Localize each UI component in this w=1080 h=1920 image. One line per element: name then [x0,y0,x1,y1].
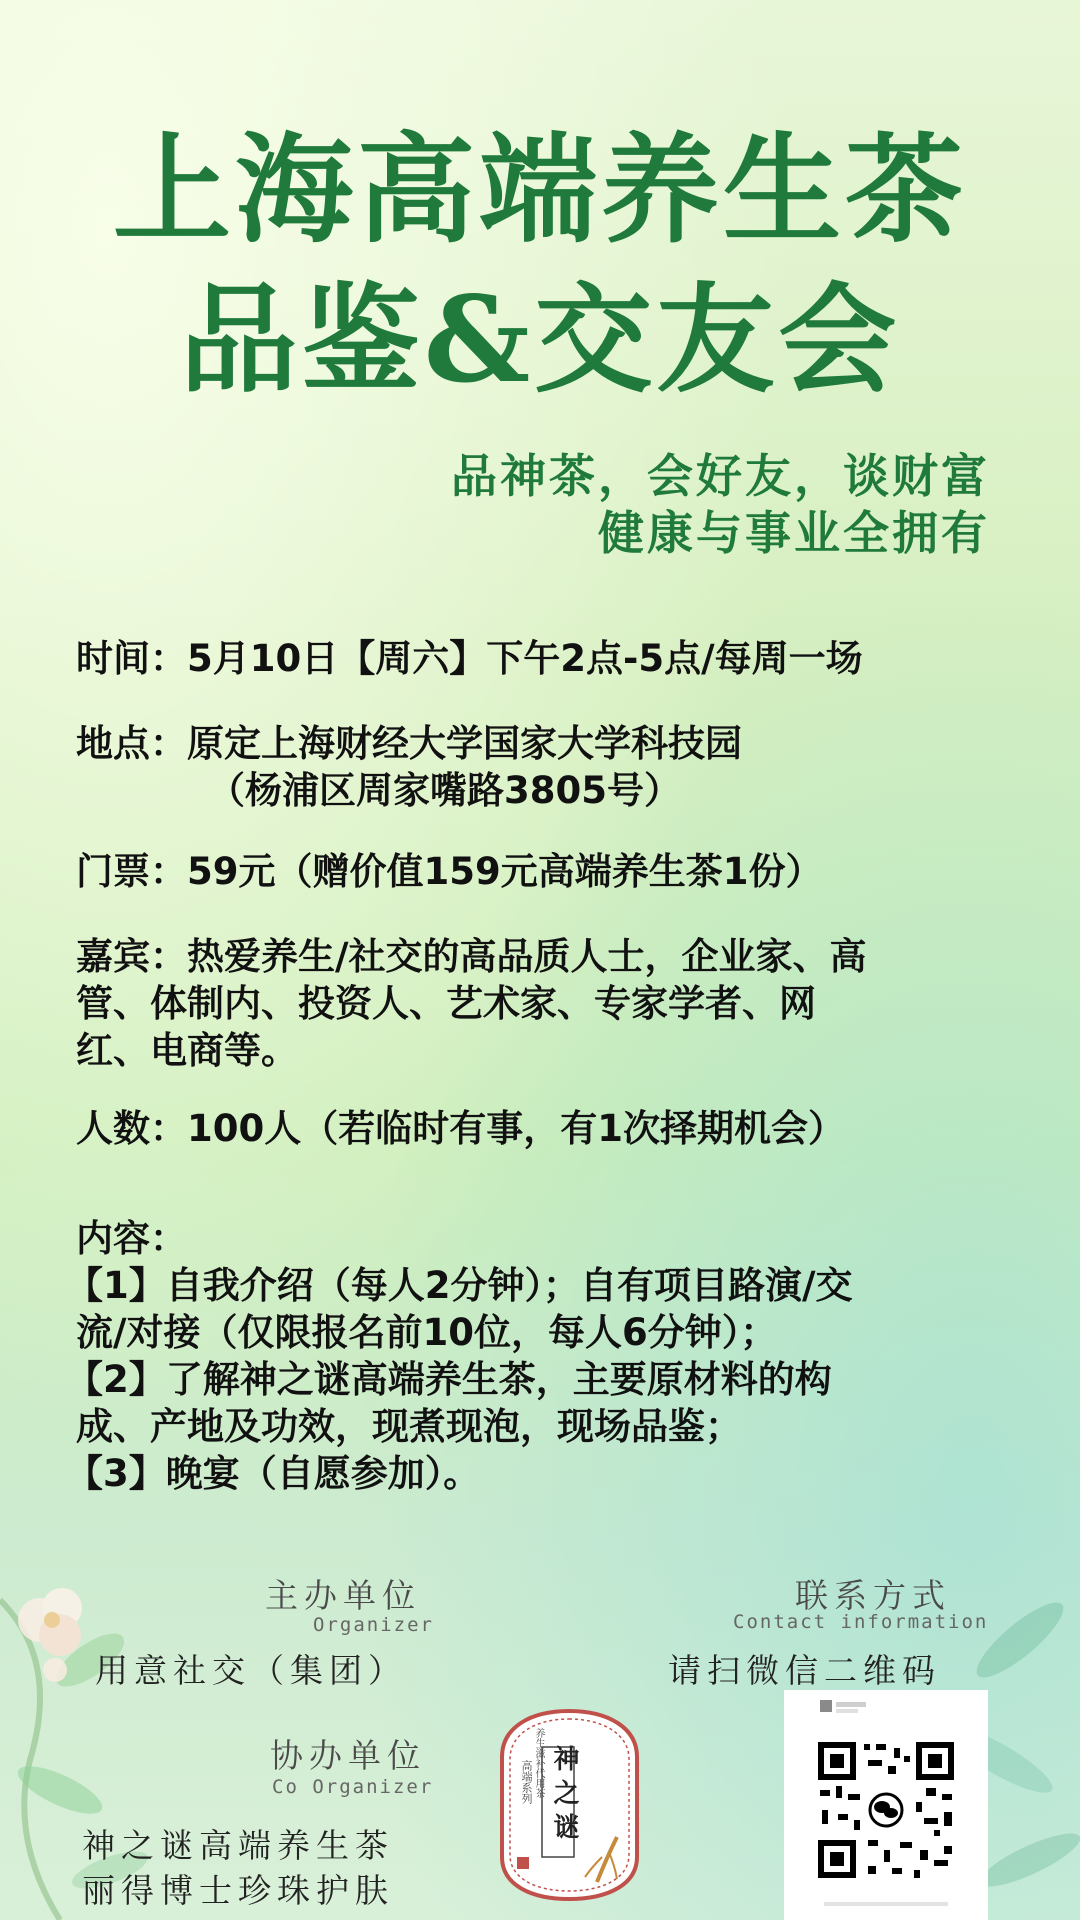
content-label: 内容： [76,1217,187,1260]
logo-left-text: 高端系列 [520,1760,533,1804]
content-item-1a: 【1】自我介绍（每人2分钟）；自有项目路演/交 [66,1264,853,1307]
wechat-qr-card[interactable] [784,1690,988,1920]
co-organizer-name-1: 神之谜高端养生茶 [82,1826,394,1865]
contact-title: 联系方式 [795,1576,951,1615]
guests-block [76,933,1016,1074]
co-organizer-en: Co Organizer [272,1776,434,1798]
qr-code-image [784,1690,988,1920]
place-address: （杨浦区周家嘴路3805号） [208,769,681,812]
place-text: 地点：原定上海财经大学国家大学科技园 [76,722,742,765]
co-organizer-name-2: 丽得博士珍珠护肤 [82,1871,394,1910]
slogan-line-1: 品神茶，会好友，谈财富 [451,449,990,503]
guests-text-2: 管、体制内、投资人、艺术家、专家学者、网 [76,982,816,1025]
main-title-line-1: 上海高端养生茶 [112,120,967,259]
place-block [76,720,1016,814]
people-text: 人数：100人（若临时有事，有1次择期机会） [76,1107,845,1150]
contact-en: Contact information [733,1611,989,1633]
ticket-block [76,848,1016,895]
event-details [76,635,1016,682]
co-organizer-title: 协办单位 [270,1736,426,1775]
guests-text-1: 嘉宾：热爱养生/社交的高品质人士，企业家、高 [76,935,867,978]
contact-text: 请扫微信二维码 [668,1651,941,1690]
content-item-2b: 成、产地及功效，现煮现泡，现场品鉴； [76,1405,742,1448]
organizer-title: 主办单位 [265,1576,421,1615]
people-block [76,1105,1016,1152]
content-item-2a: 【2】了解神之谜高端养生茶，主要原材料的构 [66,1358,832,1401]
logo-mid-text: 养生滋补代用茶 [533,1728,544,1798]
guests-text-3: 红、电商等。 [76,1029,298,1072]
organizer-en: Organizer [313,1614,434,1636]
content-item-1b: 流/对接（仅限报名前10位，每人6分钟）； [76,1311,778,1354]
organizer-name: 用意社交（集团） [95,1651,407,1690]
content-block [66,1215,1016,1497]
slogan-line-2: 健康与事业全拥有 [598,506,990,560]
content-item-3: 【3】晚宴（自愿参加）。 [66,1452,481,1495]
logo-brand-name: 神之谜 [549,1745,579,1847]
main-title-line-2: 品鉴&交友会 [179,270,901,409]
time-text: 时间：5月10日【周六】下午2点-5点/每周一场 [76,637,863,680]
ticket-text: 门票：59元（赠价值159元高端养生茶1份） [76,850,823,893]
